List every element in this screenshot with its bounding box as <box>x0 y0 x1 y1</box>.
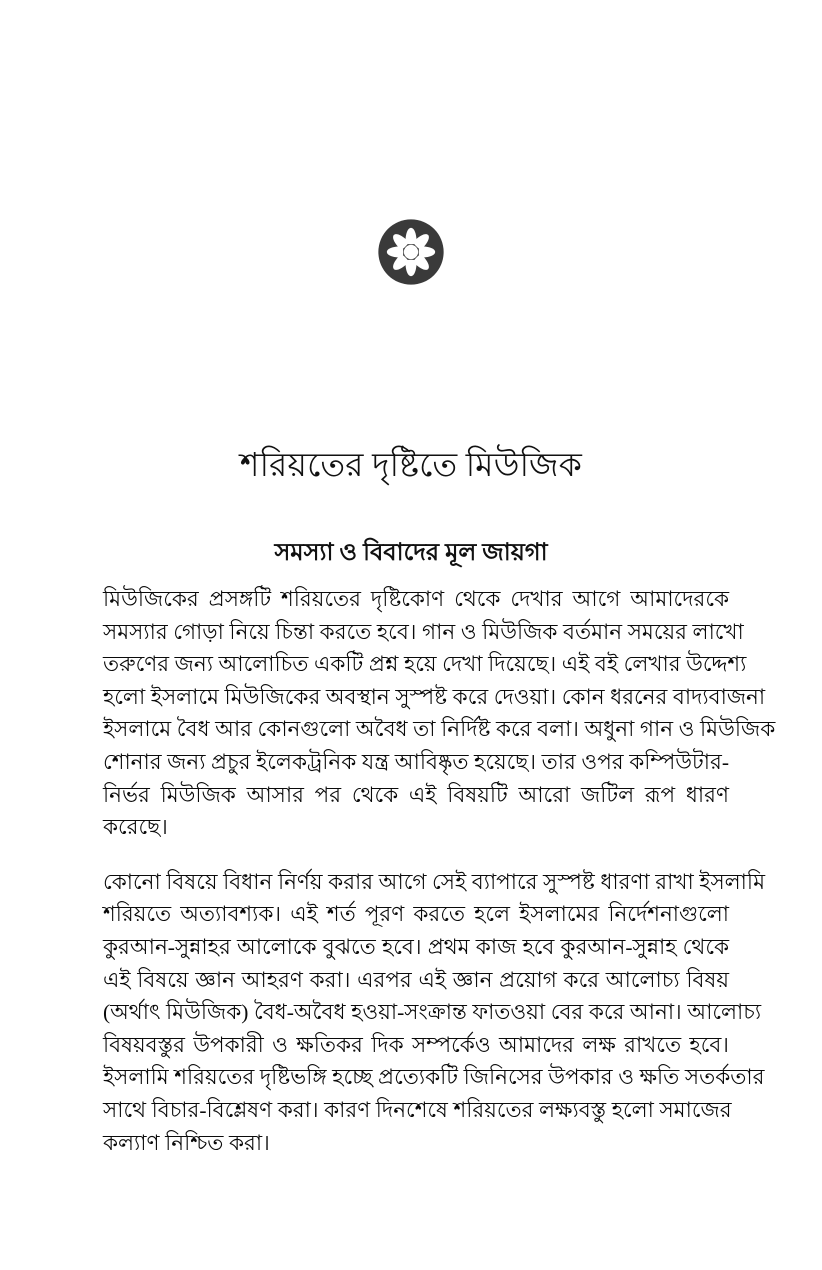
ornament-container <box>0 218 822 286</box>
text-line: ইসলামে বৈধ আর কোনগুলো অবৈধ তা নির্দিষ্ট করে বলা। অধুনা গান ও মিউজিক <box>103 717 776 742</box>
text-line: ইসলামি শরিয়তের দৃষ্টিভঙ্গি হচ্ছে প্রত্যেকটি জিনিসের উপকার ও ক্ষতি সতর্কতার <box>103 1065 765 1090</box>
text-line: সাথে বিচার-বিশ্লেষণ করা। কারণ দিনশেষে শরিয়তের লক্ষ্যবস্তু হলো সমাজের <box>103 1097 732 1122</box>
text-line: বিষয়বস্তুর উপকারী ও ক্ষতিকর দিক সম্পর্কেও আমাদের লক্ষ রাখতে হবে। <box>103 1032 729 1057</box>
section-subtitle: সমস্যা ও বিবাদের মূল জায়গা <box>274 539 548 566</box>
text-line: মিউজিকের প্রসঙ্গটি শরিয়তের দৃষ্টিকোণ থেকে দেখার আগে আমাদেরকে <box>103 587 729 611</box>
text-line: নির্ভর মিউজিক আসার পর থেকে এই বিষয়টি আরো জটিল রূপ ধারণ করেছে। <box>103 782 729 840</box>
text-line: তরুণের জন্য আলোচিত একটি প্রশ্ন হয়ে দেখা দিয়েছে। এই বই লেখার উদ্দেশ্য <box>103 652 747 677</box>
text-line: শোনার জন্য প্রচুর ইলেকট্রনিক যন্ত্র আবিষ্কৃত হয়েছে। তার ওপর কম্পিউটার- <box>103 749 729 774</box>
paragraph-1 <box>103 583 776 844</box>
rosette-wheel-icon <box>377 218 445 286</box>
text-line: এই বিষয়ে জ্ঞান আহরণ করা। এরপর এই জ্ঞান প্রয়োগ করে আলোচ্য বিষয় <box>103 967 729 992</box>
text-line: কল্যাণ নিশ্চিত করা। <box>103 1130 270 1155</box>
text-line: কোনো বিষয়ে বিধান নির্ণয় করার আগে সেই ব্যাপারে সুস্পষ্ট ধারণা রাখা ইসলামি <box>103 869 766 894</box>
paragraph-2 <box>103 866 766 1159</box>
page-title: শরিয়তের দৃষ্টিতে মিউজিক <box>239 448 583 485</box>
text-line: সমস্যার গোড়া নিয়ে চিন্তা করতে হবে। গান ও মিউজিক বর্তমান সময়ের লাখো <box>103 619 744 644</box>
text-line: কুরআন-সুন্নাহর আলোকে বুঝতে হবে। প্রথম কাজ হবে কুরআন-সুন্নাহ থেকে <box>103 934 729 959</box>
text-line: শরিয়তে অত্যাবশ্যক। এই শর্ত পূরণ করতে হলে ইসলামের নির্দেশনাগুলো <box>103 902 729 927</box>
text-line: (অর্থাৎ মিউজিক) বৈধ-অবৈধ হওয়া-সংক্রান্ত ফাতওয়া বের করে আনা। আলোচ্য <box>103 1000 762 1025</box>
text-line: হলো ইসলামে মিউজিকের অবস্থান সুস্পষ্ট করে দেওয়া। কোন ধরনের বাদ্যবাজনা <box>103 684 766 709</box>
body-text-block <box>103 583 776 1159</box>
